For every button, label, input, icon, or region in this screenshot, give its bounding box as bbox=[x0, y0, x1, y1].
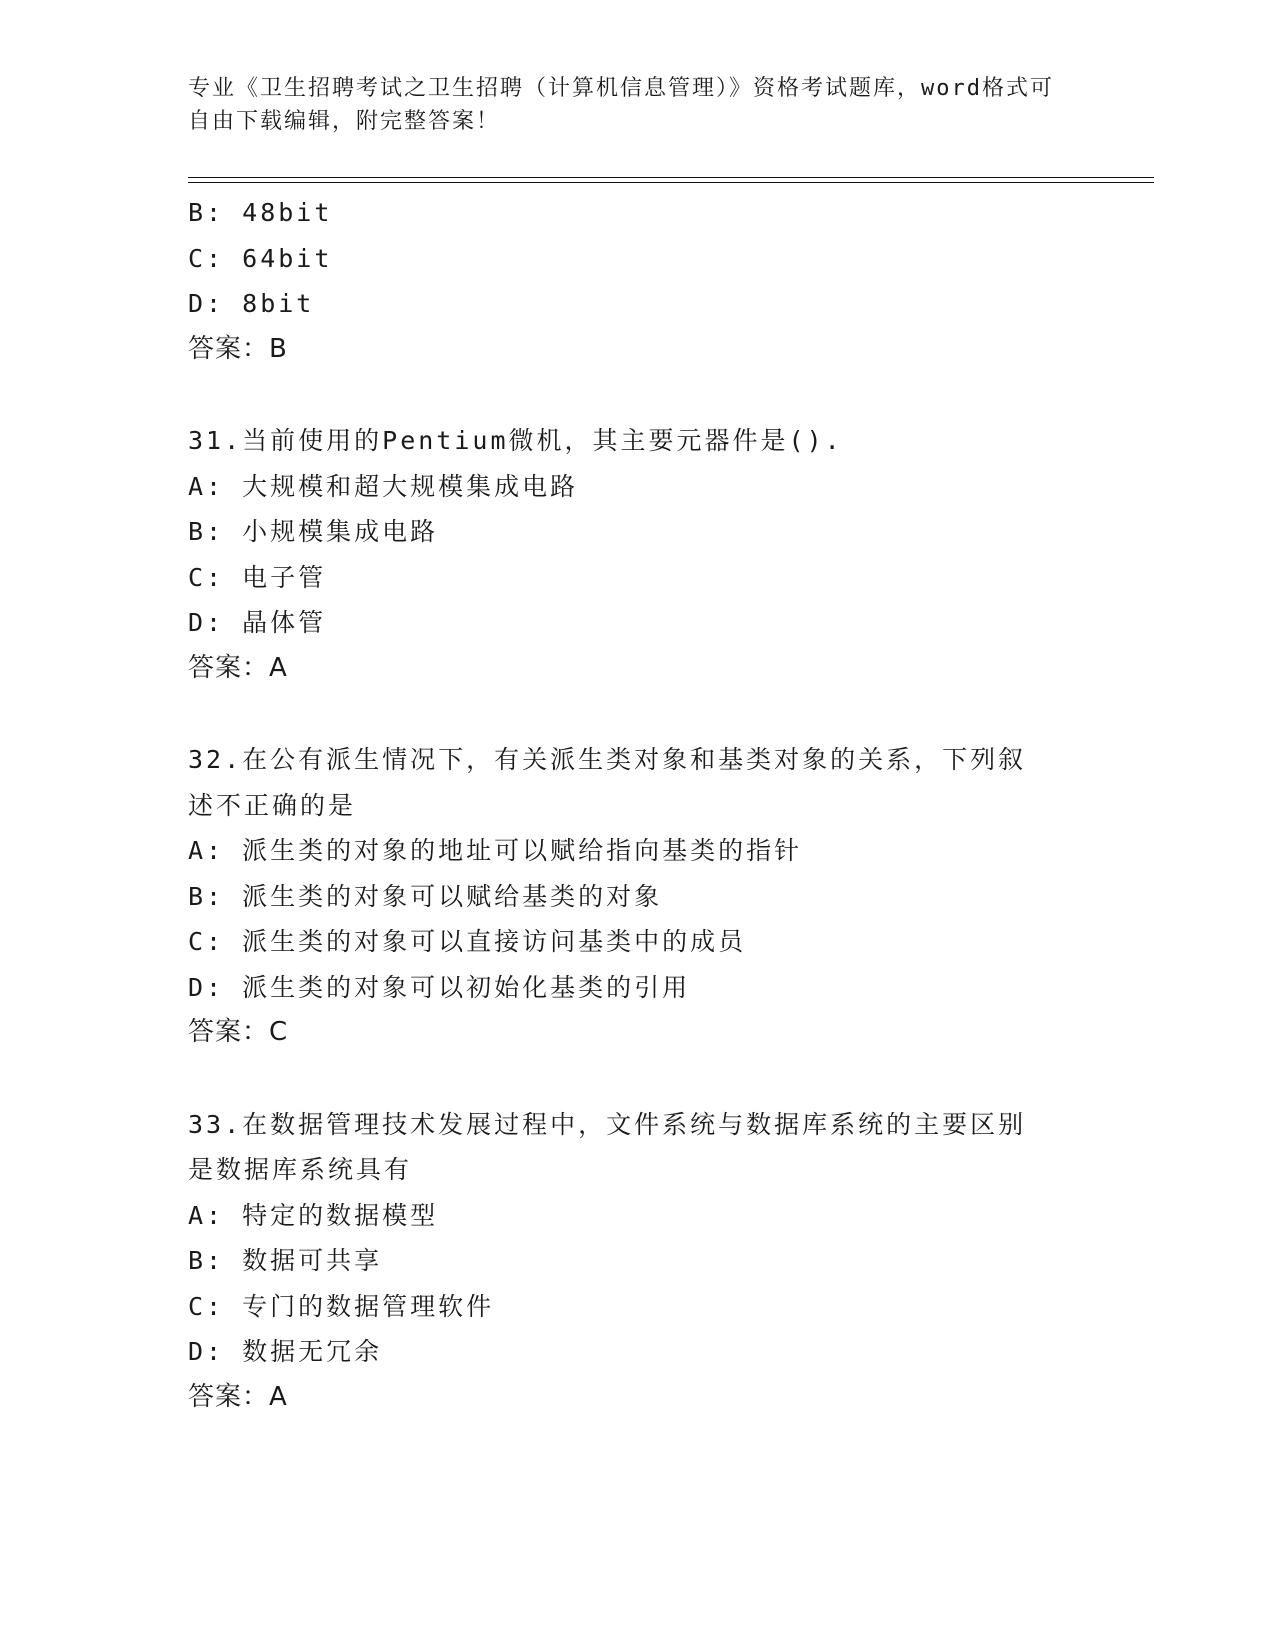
option-c: C: 派生类的对象可以直接访问基类中的成员 bbox=[188, 927, 747, 956]
option-b: B: 数据可共享 bbox=[188, 1246, 383, 1275]
question-31 bbox=[188, 418, 1088, 691]
question-stem: 31.当前使用的Pentium微机，其主要元器件是(). bbox=[188, 426, 843, 455]
question-33 bbox=[188, 1102, 1088, 1421]
answer: 答案：A bbox=[188, 652, 288, 683]
question-30-continued bbox=[188, 190, 1088, 372]
option-d: D: 派生类的对象可以初始化基类的引用 bbox=[188, 972, 691, 1002]
header-divider-bottom bbox=[188, 182, 1154, 183]
question-32 bbox=[188, 737, 1088, 1056]
header-title: 专业《卫生招聘考试之卫生招聘（计算机信息管理）》资格考试题库，word格式可自由下载编辑，附完整答案！ bbox=[188, 76, 1054, 134]
question-stem: 32.在公有派生情况下，有关派生类对象和基类对象的关系，下列叙述不正确的是 bbox=[188, 745, 1027, 820]
option-d: D: 数据无冗余 bbox=[188, 1337, 383, 1366]
option-a: A: 派生类的对象的地址可以赋给指向基类的指针 bbox=[188, 836, 803, 865]
option-a: A: 特定的数据模型 bbox=[188, 1200, 439, 1230]
document-header bbox=[188, 72, 1068, 138]
option-b: B: 48bit bbox=[188, 198, 333, 227]
question-stem: 33.在数据管理技术发展过程中，文件系统与数据库系统的主要区别是数据库系统具有 bbox=[188, 1109, 1027, 1184]
option-b: B: 小规模集成电路 bbox=[188, 517, 439, 546]
option-b: B: 派生类的对象可以赋给基类的对象 bbox=[188, 881, 663, 911]
answer: 答案：A bbox=[188, 1381, 288, 1412]
header-divider-top bbox=[188, 177, 1154, 178]
question-list bbox=[188, 190, 1088, 1420]
option-c: C: 64bit bbox=[188, 243, 333, 273]
option-a: A: 大规模和超大规模集成电路 bbox=[188, 471, 579, 501]
spacer bbox=[188, 372, 1088, 418]
option-c: C: 电子管 bbox=[188, 562, 327, 592]
answer: 答案：B bbox=[188, 333, 288, 364]
option-d: D: 晶体管 bbox=[188, 608, 327, 637]
option-c: C: 专门的数据管理软件 bbox=[188, 1291, 495, 1321]
option-d: D: 8bit bbox=[188, 289, 315, 318]
spacer bbox=[188, 1056, 1088, 1102]
spacer bbox=[188, 691, 1088, 737]
answer: 答案：C bbox=[188, 1017, 289, 1047]
